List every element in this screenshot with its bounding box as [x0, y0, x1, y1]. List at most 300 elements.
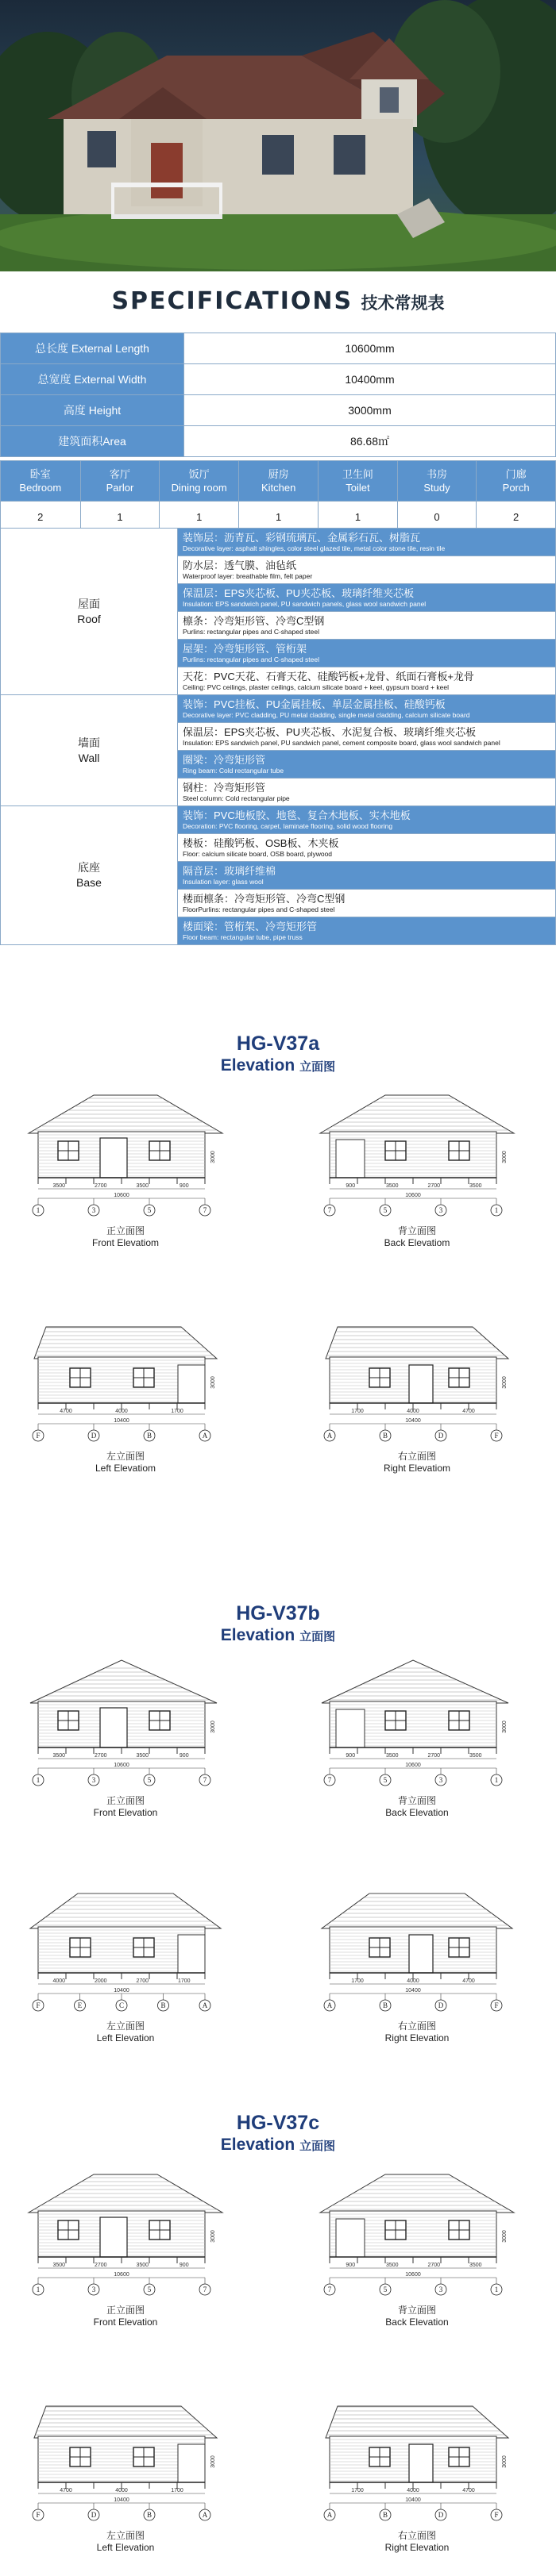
elevation-caption: [306, 2530, 528, 2554]
dimension-label: 3500: [52, 1753, 66, 1759]
height-dimension: 3000: [502, 2230, 508, 2243]
dimension-label: 900: [346, 2263, 356, 2268]
axis-label: A: [202, 2001, 208, 2009]
caption-zh: 左立面图: [106, 2530, 145, 2541]
dimension-label: 3500: [136, 2263, 149, 2268]
total-dimension: 10600: [114, 1193, 129, 1198]
house-photo: [0, 0, 556, 271]
back-elevation: [306, 1654, 528, 1797]
caption-zh: 左立面图: [106, 1451, 145, 1462]
axis-label: 1: [494, 2286, 499, 2293]
roof: [322, 1660, 508, 1703]
porch: [178, 1365, 205, 1403]
axis-label: 1: [36, 1776, 41, 1784]
room-header: [319, 461, 397, 502]
dimension-label: 3500: [136, 1753, 149, 1759]
room-header: [80, 461, 160, 502]
model-heading: [0, 1032, 556, 1076]
material-row: [1, 529, 556, 556]
spec-label: 总宽度 External Width: [1, 364, 184, 395]
door: [100, 1138, 127, 1178]
material-item: [178, 723, 556, 751]
elevation-caption: [14, 2305, 237, 2328]
material-category: [1, 806, 178, 945]
height-dimension: 3000: [210, 1721, 216, 1733]
axis-label: 3: [438, 1206, 443, 1214]
material-item-en: Purlins: rectangular pipes and C-shaped steel: [183, 628, 319, 636]
material-item-cn: 钢柱：冷弯矩形管: [183, 782, 266, 794]
total-dimension: 10400: [405, 2497, 421, 2503]
room-header: [477, 461, 556, 502]
dimension-label: 4000: [407, 1978, 419, 1984]
room-header-en: Dining room: [171, 482, 227, 494]
height-dimension: 3000: [502, 1151, 508, 1163]
model-name: HG-V37c: [236, 2112, 320, 2134]
left-elevation-drawing: [30, 1894, 221, 2011]
category-zh: 墙面: [78, 736, 100, 749]
material-item-en: Ceiling: PVC ceilings, plaster ceilings, calcium silicate board + keel, gypsum board + keel: [183, 683, 449, 691]
dimension-label: 2700: [94, 1183, 107, 1189]
door: [409, 1365, 433, 1403]
model-name: HG-V37b: [236, 1602, 320, 1624]
axis-label: 5: [147, 1776, 152, 1784]
room-count: 1: [80, 502, 160, 533]
axis-label: A: [326, 2511, 333, 2519]
right-elevation: [306, 1879, 528, 2022]
material-item-en: Insulation: EPS sandwich panel, PU sandwich panels, glass wool sandwich panel: [183, 600, 427, 608]
porch: [178, 1935, 205, 1973]
front-elevation: [14, 2163, 237, 2306]
axis-label: F: [494, 1432, 499, 1440]
axis-label: B: [382, 1432, 388, 1440]
axis-label: A: [202, 2511, 208, 2519]
material-item: [178, 584, 556, 612]
elevation-label: Elevation: [220, 2136, 295, 2154]
axis-label: 7: [203, 1206, 207, 1214]
room-header: [239, 461, 319, 502]
category-zh: 屋面: [78, 597, 100, 610]
material-item-cn: 楼板：硅酸钙板、OSB板、木夹板: [183, 837, 339, 849]
category-zh: 底座: [78, 861, 100, 874]
caption-zh: 背立面图: [397, 2305, 436, 2316]
material-item-cn: 装饰：PVC挂板、PU金属挂板、单层金属挂板、硅酸钙板: [183, 698, 446, 710]
axis-label: F: [36, 2001, 41, 2009]
axis-label: D: [91, 1432, 97, 1440]
dimension-label: 4700: [462, 1409, 475, 1414]
height-dimension: 3000: [502, 1376, 508, 1389]
dimension-label: 900: [346, 1753, 356, 1759]
roof: [322, 1894, 512, 1928]
caption-en: Back Elevatiom: [384, 1237, 450, 1248]
dimension-label: 3500: [52, 1183, 66, 1189]
dimension-label: 3500: [385, 1753, 399, 1759]
axis-label: F: [36, 1432, 41, 1440]
porch: [336, 1709, 365, 1747]
material-item-en: Decoration: PVC flooring, carpet, laminate flooring, solid wood flooring: [183, 822, 393, 830]
door: [409, 2444, 433, 2482]
spec-label: 高度 Height: [1, 395, 184, 426]
caption-zh: 正立面图: [106, 1795, 145, 1806]
material-item: [178, 862, 556, 890]
caption-en: Front Elevation: [93, 2316, 158, 2328]
room-header-zh: 饭厅: [188, 468, 210, 480]
elevation-heading: [0, 2135, 556, 2155]
dimension-label: 2700: [427, 1183, 441, 1189]
specifications-title: [0, 287, 556, 315]
spec-value: 10600mm: [184, 333, 556, 364]
height-dimension: 3000: [210, 2230, 216, 2243]
axis-label: D: [438, 2511, 444, 2519]
left-elevation: [14, 1309, 237, 1452]
caption-en: Back Elevation: [385, 1807, 449, 1818]
room-header-zh: 卧室: [29, 468, 51, 480]
dimension-label: 4700: [60, 2488, 72, 2493]
axis-label: 1: [494, 1206, 499, 1214]
room-header-en: Toilet: [346, 482, 370, 494]
room-header: [160, 461, 239, 502]
back-elevation-drawing: [320, 2174, 514, 2295]
dimension-label: 4000: [115, 1409, 128, 1414]
spec-row: [1, 333, 556, 364]
elevation-caption: [306, 1795, 528, 1819]
axis-label: A: [326, 1432, 333, 1440]
category-en: Roof: [77, 612, 101, 625]
room-header-en: Kitchen: [261, 482, 296, 494]
right-elevation-drawing: [324, 2403, 509, 2520]
dimension-label: 4000: [407, 2488, 419, 2493]
room-header: [397, 461, 477, 502]
room-header-en: Study: [423, 482, 450, 494]
left-elevation-drawing: [33, 2403, 218, 2520]
material-item: [178, 556, 556, 584]
material-item: [178, 751, 556, 779]
room-count: 1: [160, 502, 239, 533]
total-dimension: 10600: [405, 2272, 421, 2278]
dimension-label: 3500: [469, 1753, 482, 1759]
material-item-en: Ring beam: Cold rectangular tube: [183, 767, 284, 775]
spec-row: [1, 426, 556, 457]
axis-label: B: [382, 2511, 388, 2519]
dimension-label: 3500: [385, 1183, 399, 1189]
roof: [30, 1894, 221, 1928]
dimension-label: 3500: [385, 2263, 399, 2268]
axis-label: B: [146, 1432, 153, 1440]
caption-zh: 左立面图: [106, 2020, 145, 2032]
spec-row: [1, 364, 556, 395]
total-dimension: 10600: [114, 1763, 129, 1768]
dimension-label: 4000: [52, 1978, 66, 1984]
elevation-caption: [306, 1225, 528, 1249]
axis-label: F: [494, 2001, 499, 2009]
elevation-caption: [14, 2020, 237, 2044]
axis-label: D: [91, 2511, 97, 2519]
room-header-zh: 厨房: [268, 468, 289, 480]
basic-specs-table: [0, 333, 556, 457]
dimension-label: 1700: [351, 1978, 364, 1984]
material-item-cn: 屋架：冷弯矩形管、管桁架: [183, 643, 307, 655]
dimension-label: 1700: [351, 2488, 364, 2493]
caption-en: Right Elevation: [384, 2032, 450, 2043]
material-item: [178, 890, 556, 917]
dimension-label: 900: [179, 1753, 189, 1759]
material-item-cn: 楼面檩条：冷弯矩形管、冷弯C型钢: [183, 893, 346, 905]
room-count: 1: [319, 502, 397, 533]
dimension-label: 4000: [407, 1409, 419, 1414]
material-category: [1, 529, 178, 695]
total-dimension: 10400: [405, 1418, 421, 1424]
axis-label: A: [202, 1432, 208, 1440]
spec-value: 3000mm: [184, 395, 556, 426]
height-dimension: 3000: [210, 1376, 216, 1389]
axis-label: B: [160, 2001, 166, 2009]
material-item-en: Floor: calcium silicate board, OSB board, plywood: [183, 850, 333, 858]
material-row: [1, 806, 556, 834]
material-item: [178, 695, 556, 723]
porch: [336, 1140, 365, 1178]
material-item: [178, 806, 556, 834]
front-elevation: [14, 1084, 237, 1227]
dimension-label: 3500: [136, 1183, 149, 1189]
room-count: 0: [397, 502, 477, 533]
room-header: [1, 461, 81, 502]
dimension-label: 1700: [171, 2488, 183, 2493]
total-dimension: 10600: [114, 2272, 129, 2278]
dimension-label: 3500: [469, 1183, 482, 1189]
caption-en: Left Elevatiom: [95, 1463, 156, 1474]
caption-en: Right Elevatiom: [383, 1463, 451, 1474]
title-zh: 技术常规表: [361, 294, 445, 313]
total-dimension: 10600: [405, 1763, 421, 1768]
dimension-label: 1700: [171, 1409, 183, 1414]
room-count: 1: [239, 502, 319, 533]
elevation-caption: [306, 2305, 528, 2328]
elevation-caption: [306, 2020, 528, 2044]
material-category: [1, 695, 178, 806]
height-dimension: 3000: [210, 2455, 216, 2468]
material-item: [178, 667, 556, 695]
dimension-label: 2700: [427, 1753, 441, 1759]
dimension-label: 4700: [462, 1978, 475, 1984]
caption-zh: 右立面图: [397, 2530, 436, 2541]
caption-en: Left Elevation: [96, 2542, 155, 2553]
material-item-cn: 天花：PVC天花、石膏天花、硅酸钙板+龙骨、纸面石膏板+龙骨: [183, 671, 474, 682]
material-item-en: Steel column: Cold rectangular pipe: [183, 794, 290, 802]
axis-label: F: [36, 2511, 41, 2519]
elevation-label-zh: 立面图: [299, 2140, 336, 2153]
rooms-header-row: [1, 461, 556, 502]
material-item: [178, 612, 556, 640]
dimension-label: 900: [346, 1183, 356, 1189]
axis-label: 3: [91, 2286, 96, 2293]
material-item: [178, 529, 556, 556]
material-item-cn: 防水层：透气膜、油毡纸: [183, 559, 297, 571]
axis-label: 3: [91, 1206, 96, 1214]
elevation-label: Elevation: [220, 1626, 295, 1644]
caption-zh: 背立面图: [397, 1225, 436, 1236]
axis-label: 5: [383, 1206, 388, 1214]
axis-label: 7: [203, 1776, 207, 1784]
total-dimension: 10600: [405, 1193, 421, 1198]
total-dimension: 10400: [114, 1418, 129, 1424]
total-dimension: 10400: [114, 1988, 129, 1994]
back-elevation: [306, 1084, 528, 1227]
dimension-label: 1700: [177, 1978, 191, 1984]
model-heading: [0, 2111, 556, 2155]
title-en: SPECIFICATIONS: [111, 287, 353, 315]
caption-en: Right Elevation: [384, 2542, 450, 2553]
elevation-label: Elevation: [220, 1056, 295, 1075]
elevation-caption: [14, 1451, 237, 1474]
front-elevation: [14, 1654, 237, 1797]
material-item: [178, 917, 556, 945]
left-elevation: [14, 1879, 237, 2022]
elevation-heading: [0, 1625, 556, 1646]
material-item-en: Insulation layer: glass wool: [183, 878, 264, 886]
elevation-caption: [14, 1795, 237, 1819]
spec-value: 86.68㎡: [184, 426, 556, 457]
axis-label: 1: [36, 1206, 41, 1214]
room-header-en: Porch: [502, 482, 530, 494]
front-elevation-drawing: [29, 1095, 222, 1216]
elevation-caption: [306, 1451, 528, 1474]
axis-label: D: [438, 2001, 444, 2009]
axis-label: 5: [147, 2286, 152, 2293]
axis-label: 5: [383, 2286, 388, 2293]
roof: [30, 1660, 217, 1703]
elevation-label-zh: 立面图: [299, 1060, 336, 1074]
rooms-table: [0, 460, 556, 533]
room-header-zh: 书房: [426, 468, 447, 480]
category-en: Wall: [78, 751, 100, 764]
room-header-en: Bedroom: [19, 482, 62, 494]
porch: [336, 2219, 365, 2257]
dimension-label: 2000: [94, 1978, 107, 1984]
room-header-en: Parlor: [106, 482, 134, 494]
material-item-en: Insulation: EPS sandwich panel, PU sandwich panel, cement composite board, glass wool sandwich panel: [183, 739, 500, 747]
axis-label: A: [326, 2001, 333, 2009]
axis-label: 1: [494, 1776, 499, 1784]
material-item-en: Decorative layer: PVC cladding, PU metal cladding, single metal cladding, calcium silicate board: [183, 711, 470, 719]
left-elevation-drawing: [33, 1324, 218, 1441]
material-item: [178, 779, 556, 806]
dimension-label: 900: [179, 1183, 189, 1189]
axis-label: 3: [91, 1776, 96, 1784]
spec-value: 10400mm: [184, 364, 556, 395]
back-elevation-drawing: [322, 1660, 509, 1786]
dimension-label: 900: [179, 2263, 189, 2268]
caption-zh: 背立面图: [397, 1795, 436, 1806]
caption-en: Front Elevation: [93, 1807, 158, 1818]
door: [409, 1935, 433, 1973]
back-elevation-drawing: [320, 1095, 514, 1216]
right-elevation: [306, 1309, 528, 1452]
caption-zh: 右立面图: [397, 2020, 436, 2032]
axis-label: 5: [147, 1206, 152, 1214]
axis-label: 3: [438, 1776, 443, 1784]
elevation-heading: [0, 1055, 556, 1076]
dimension-label: 2700: [94, 1753, 107, 1759]
room-header-zh: 门廊: [505, 468, 527, 480]
axis-label: B: [146, 2511, 153, 2519]
front-elevation-drawing: [30, 1660, 218, 1786]
axis-label: 3: [438, 2286, 443, 2293]
room-count: 2: [477, 502, 556, 533]
elevation-caption: [14, 2530, 237, 2554]
caption-en: Front Elevatiom: [91, 1237, 160, 1248]
material-item-en: Purlins: rectangular pipes and C-shaped steel: [183, 656, 319, 663]
spec-label: 建筑面积Area: [1, 426, 184, 457]
caption-en: Left Elevation: [96, 2032, 155, 2043]
height-dimension: 3000: [502, 1721, 508, 1733]
right-elevation: [306, 2389, 528, 2532]
dimension-label: 4000: [115, 2488, 128, 2493]
axis-label: E: [77, 2001, 83, 2009]
dimension-label: 3500: [469, 2263, 482, 2268]
right-elevation-drawing: [324, 1324, 509, 1441]
total-dimension: 10400: [114, 2497, 129, 2503]
dimension-label: 3500: [52, 2263, 66, 2268]
dimension-label: 2700: [136, 1978, 149, 1984]
elevation-caption: [14, 1225, 237, 1249]
material-item: [178, 834, 556, 862]
materials-table: [0, 528, 556, 945]
model-name: HG-V37a: [236, 1032, 320, 1055]
material-item-cn: 装饰：PVC地板胶、地毯、复合木地板、实木地板: [183, 809, 411, 821]
room-header-zh: 客厅: [109, 468, 130, 480]
dimension-label: 1700: [351, 1409, 364, 1414]
axis-label: F: [494, 2511, 499, 2519]
dimension-label: 4700: [60, 1409, 72, 1414]
room-count: 2: [1, 502, 81, 533]
axis-label: 7: [327, 2286, 332, 2293]
material-item-en: Decorative layer: asphalt shingles, color steel glazed tile, metal color stone tile, resin tile: [183, 544, 446, 552]
dimension-label: 2700: [427, 2263, 441, 2268]
caption-en: Back Elevation: [385, 2316, 449, 2328]
door: [100, 2217, 127, 2257]
door: [100, 1708, 127, 1747]
front-elevation-drawing: [29, 2174, 222, 2295]
material-row: [1, 695, 556, 723]
caption-zh: 正立面图: [106, 1225, 145, 1236]
caption-zh: 正立面图: [106, 2305, 145, 2316]
spec-row: [1, 395, 556, 426]
material-item-cn: 圈梁：冷弯矩形管: [183, 754, 266, 766]
axis-label: C: [118, 2001, 125, 2009]
material-item-en: Waterproof layer: breathable film, felt paper: [183, 572, 313, 580]
height-dimension: 3000: [210, 1151, 216, 1163]
material-item-en: FloorPurlins: rectangular pipes and C-shaped steel: [183, 905, 335, 913]
material-item-cn: 保温层：EPS夹芯板、PU夹芯板、玻璃纤维夹芯板: [183, 587, 415, 599]
dimension-label: 4700: [462, 2488, 475, 2493]
porch: [178, 2444, 205, 2482]
dimension-label: 2700: [94, 2263, 107, 2268]
axis-label: 7: [327, 1776, 332, 1784]
axis-label: 1: [36, 2286, 41, 2293]
room-header-zh: 卫生间: [342, 468, 373, 480]
total-dimension: 10400: [405, 1988, 421, 1994]
back-elevation: [306, 2163, 528, 2306]
height-dimension: 3000: [502, 2455, 508, 2468]
category-en: Base: [76, 876, 102, 889]
material-item-en: Floor beam: rectangular tube, pipe truss: [183, 933, 303, 941]
axis-label: 7: [203, 2286, 207, 2293]
left-elevation: [14, 2389, 237, 2532]
right-elevation-drawing: [322, 1894, 512, 2011]
material-item-cn: 檩条：冷弯矩形管、冷弯C型钢: [183, 615, 325, 627]
model-heading: [0, 1601, 556, 1646]
axis-label: 5: [383, 1776, 388, 1784]
material-item-cn: 装饰层：沥青瓦、彩钢琉璃瓦、金属彩石瓦、树脂瓦: [183, 532, 421, 544]
